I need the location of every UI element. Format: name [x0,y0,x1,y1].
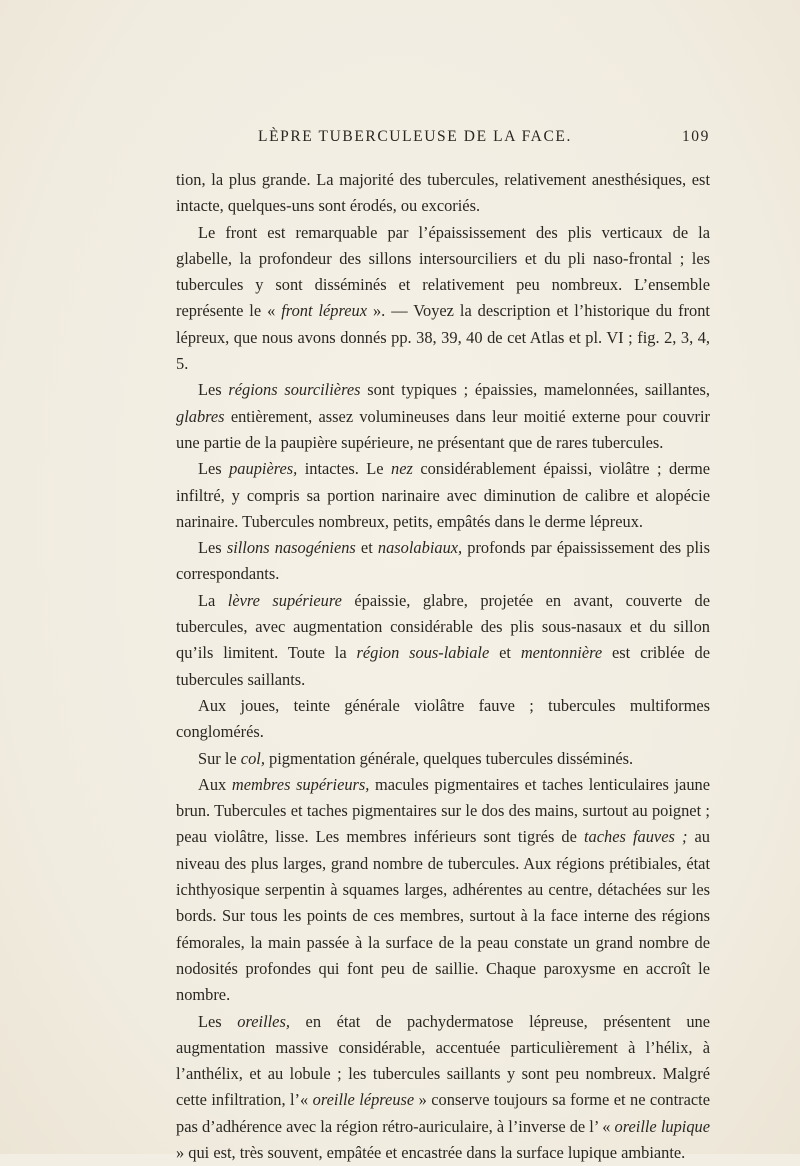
italic-term: front lépreux [281,301,367,320]
text-run: La [198,591,228,610]
running-head [176,128,710,152]
italic-term: régions sourcilières [228,380,360,399]
text-run: considérablement épaissi, violâtre ; derme infiltré, y compris sa portion narinaire avec diminution de calibre et alopécie narinaire. Tubercules nombreux, petits, empâtés dans le derme lépreux. [176,459,710,531]
text-run: et [356,538,378,557]
italic-term: taches fauves ; [584,827,687,846]
italic-term: oreilles, [237,1012,290,1031]
italic-term: oreille lépreuse [313,1090,415,1109]
italic-term: glabres [176,407,225,426]
text-run: en état de pachydermatose lépreuse, présentent une augmentation massive considérable, accentuée particulièrement à l’hélix, à l’anthélix, et au lobule ; les tubercules saillants y sont peu nombreux. Malgré cette infiltration, l’« [176,1012,710,1110]
text-run: Les [198,1012,237,1031]
italic-term: mentonnière [521,643,602,662]
italic-term: paupières, [229,459,297,478]
italic-term: nez [391,459,413,478]
italic-term: membres supérieurs, [232,775,370,794]
text-run: ». — Voyez la description et l’historique du front lépreux, que nous avons donnés pp. 38, 39, 40 de cet Atlas et pl. VI ; fig. 2, 3, 4, 5. [176,301,710,373]
paragraph [176,772,710,1009]
paragraph [176,377,710,456]
text-run: Sur le [198,749,241,768]
text-run: sont typiques ; épaissies, mamelonnées, saillantes, [361,380,711,399]
italic-term: col, [241,749,265,768]
paragraph [176,167,710,220]
page-number: 109 [682,128,710,146]
paragraph [176,456,710,535]
text-run: » conserve toujours sa forme et ne contracte pas d’adhérence avec la région rétro-auriculaire, à l’inverse de l’ « [176,1090,710,1135]
text-run: est criblée de tubercules saillants. [176,643,710,688]
text-run: » qui est, très souvent, empâtée et encastrée dans la surface lupique ambiante. [176,1143,685,1162]
text-run: et [489,643,521,662]
text-run: Aux [198,775,232,794]
text-run: macules pigmentaires et taches lenticulaires jaune brun. Tubercules et taches pigmentaires sur le dos des mains, surtout au poignet ; peau violâtre, lisse. Les membres inférieurs sont tigrés de [176,775,710,847]
running-title: LÈPRE TUBERCULEUSE DE LA FACE. [258,128,572,146]
paragraph [176,746,710,772]
italic-term: sillons nasogéniens [227,538,356,557]
text-run: Les [198,538,227,557]
paragraph [176,588,710,693]
paragraph [176,1009,710,1166]
paragraph [176,693,710,746]
text-run: au niveau des plus larges, grand nombre de tubercules. Aux régions prétibiales, état ichthyosique serpentin à squames larges, adhérentes au centre, détachées sur les bords. Sur tous les points de ces membres, surtout à la face interne des régions fémorales, la main passée à la surface de la peau constate un grand nombre de nodosités profondes qui font peu de saillie. Chaque paroxysme en accroît le nombre. [176,827,710,1004]
text-run: tion, la plus grande. La majorité des tubercules, relativement anesthésiques, est intacte, quelques-uns sont érodés, ou excoriés. [176,170,710,215]
italic-term: oreille lupique [615,1117,710,1136]
paragraph [176,535,710,588]
text-run: intactes. Le [297,459,391,478]
italic-term: nasolabiaux, [378,538,462,557]
text-run: épaissie, glabre, projetée en avant, couverte de tubercules, avec augmentation considérable des plis sous-nasaux et du sillon qu’ils limitent. Toute la [176,591,710,663]
text-run: entièrement, assez volumineuses dans leur moitié externe pour couvrir une partie de la paupière supérieure, ne présentant que de rares tubercules. [176,407,710,452]
text-run: Aux joues, teinte générale violâtre fauve ; tubercules multiformes conglomérés. [176,696,710,741]
text-run: Les [198,459,229,478]
paragraph [176,220,710,378]
body-text [176,167,710,1166]
text-run: pigmentation générale, quelques tubercules disséminés. [265,749,633,768]
italic-term: région sous-labiale [356,643,489,662]
text-run: profonds par épaississement des plis correspondants. [176,538,710,583]
text-run: Le front est remarquable par l’épaississement des plis verticaux de la glabelle, la profondeur des sillons intersourciliers et du pli naso-frontal ; les tubercules y sont disséminés et relativement peu nombreux. L’ensemble représente le « [176,223,710,321]
text-run: Les [198,380,228,399]
italic-term: lèvre supérieure [228,591,342,610]
